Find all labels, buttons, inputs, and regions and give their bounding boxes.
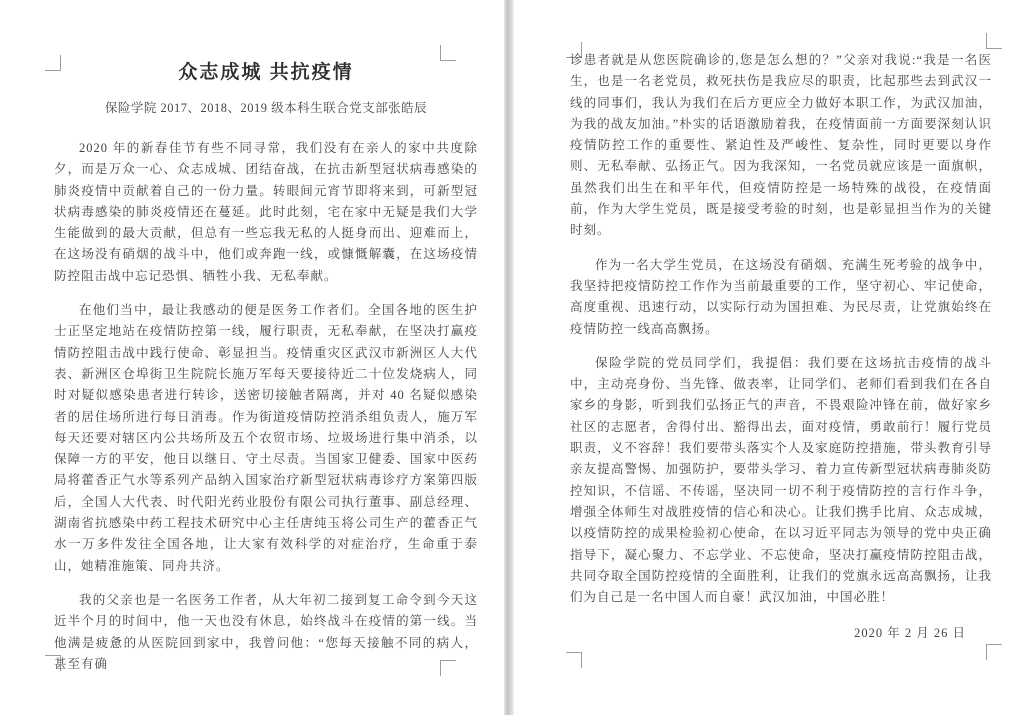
paragraph: 保险学院的党员同学们，我提倡：我们要在这场抗击疫情的战斗中，主动亮身份、当先锋、做表率，让同学们、老师们看到我们在各自家乡的身影，听到我们弘扬正气的声音，不畏艰险冲锋在前，做好家乡社区的志愿者，舍得付出、豁得出去，面对疫情，勇敢前行！履行党员职责，义不容辞！我们要带头落实个人及家庭防控措施，带头教育引导亲友提高警惕、加强防护，要带头学习、着力宣传新型冠状病毒肺炎防控知识，不信谣、不传谣，坚决同一切不利于疫情防控的言行作斗争，增强全体师生对战胜疫情的信心和决心。让我们携手比肩、众志成城，以疫情防控的成果检验初心使命，在以习近平同志为领导的党中央正确指导下，凝心聚力、不忘学业、不忘使命，坚决打赢疫情防控阻击战，共同夺取全国防控疫情的全面胜利，让我们的党旗永远高高飘扬，让我们为自己是一名中国人而自豪！武汉加油，中国必胜！ xyxy=(570,355,992,605)
crop-mark-bottom-left-icon xyxy=(566,652,582,668)
document-page-2 xyxy=(514,0,1024,715)
page-2-content xyxy=(570,50,992,644)
crop-mark-bottom-right-icon xyxy=(986,644,1002,660)
page-gap-divider xyxy=(504,0,514,715)
page-1-content xyxy=(54,60,478,675)
paragraph: 诊患者就是从您医院确诊的,您是怎么想的？”父亲对我说:“我是一名医生，也是一名老党员，救死扶伤是我应尽的职责，比起那些去到武汉一线的同事们，我认为我们在后方更应全力做好本职工作，为武汉加油，为我的战友加油。”朴实的话语激励着我，在疫情面前一方面要深刻认识疫情防控工作的重要性、紧迫性及严峻性、复杂性，同时更要以身作则、无私奉献、弘扬正气。因为我深知，一名党员就应该是一面旗帜，虽然我们出生在和平年代，但疫情防控是一场特殊的战役，在疫情面前，作为大学生党员，既是接受考验的时刻，也是彰显担当作为的关键时刻。 xyxy=(570,53,992,238)
crop-mark-top-right-icon xyxy=(440,45,456,61)
document-page-1 xyxy=(0,0,504,715)
document-byline: 保险学院 2017、2018、2019 级本科生联合党支部张皓辰 xyxy=(104,101,428,115)
paragraph: 在他们当中，最让我感动的便是医务工作者们。全国各地的医生护士正坚定地站在疫情防控第一线，履行职责，无私奉献，在坚决打赢疫情防控阻击战中践行使命、彰显担当。疫情重灾区武汉市新洲区人大代表、新洲区仓埠街卫生院院长施万军每天要接待近二十位发烧病人，同时对疑似感染患者进行转诊，送密切接触者隔离，并对 40 名疑似感染者的居住场所进行每日消毒。作为街道疫情防控消杀组负责人，施万军每天还要对辖区内公共场所及五个农贸市场、垃圾场进行集中消杀，以保障一方的平安，他日以继日、守土尽责。当国家卫健委、国家中医药局将藿香正气水等系列产品纳入国家治疗新型冠状病毒诊疗方案第四版后，全国人大代表、时代阳光药业股份有限公司执行董事、副总经理、湖南省抗感染中药工程技术研究中心主任唐纯玉将公司生产的藿香正气水一万多件发往全国各地，让大家有效科学的对症治疗，生命重于泰山，她精准施策、同舟共济。 xyxy=(54,303,478,573)
crop-mark-top-right-icon xyxy=(986,33,1002,49)
paragraph: 作为一名大学生党员，在这场没有硝烟、充满生死考验的战争中，我坚持把疫情防控工作作为当前最重要的工作，坚守初心、牢记使命，高度重视、迅速行动，以实际行动为国担难、为民尽责，让党旗始终在疫情防控一线高高飘扬。 xyxy=(570,257,992,336)
page-1-body xyxy=(54,138,478,675)
paragraph: 2020 年的新春佳节有些不同寻常，我们没有在亲人的家中共度除夕，而是万众一心、众志成城、团结奋战，在抗击新型冠状病毒感染的肺炎疫情中贡献着自己的一份力量。转眼间元宵节即将来到，可新型冠状病毒感染的肺炎疫情还在蔓延。此时此刻，宅在家中无疑是我们大学生能做到的最大贡献，但总有一些忘我无私的人挺身而出、迎难而上，在这场没有硝烟的战斗中，他们或奔跑一线，或慷慨解囊，在这场疫情防控阻击战中忘记恐惧、牺牲小我、无私奉献。 xyxy=(54,141,478,283)
paragraph: 我的父亲也是一名医务工作者，从大年初二接到复工命令到今天这近半个月的时间中，他一天也没有休息，始终战斗在疫情的第一线。当他满是疲惫的从医院回到家中，我曾问他：“您每天接触不同的病人，甚至有确 xyxy=(54,592,478,671)
document-date: 2020 年 2 月 26 日 xyxy=(854,626,966,641)
document-title: 众志成城 共抗疫情 xyxy=(178,62,354,83)
